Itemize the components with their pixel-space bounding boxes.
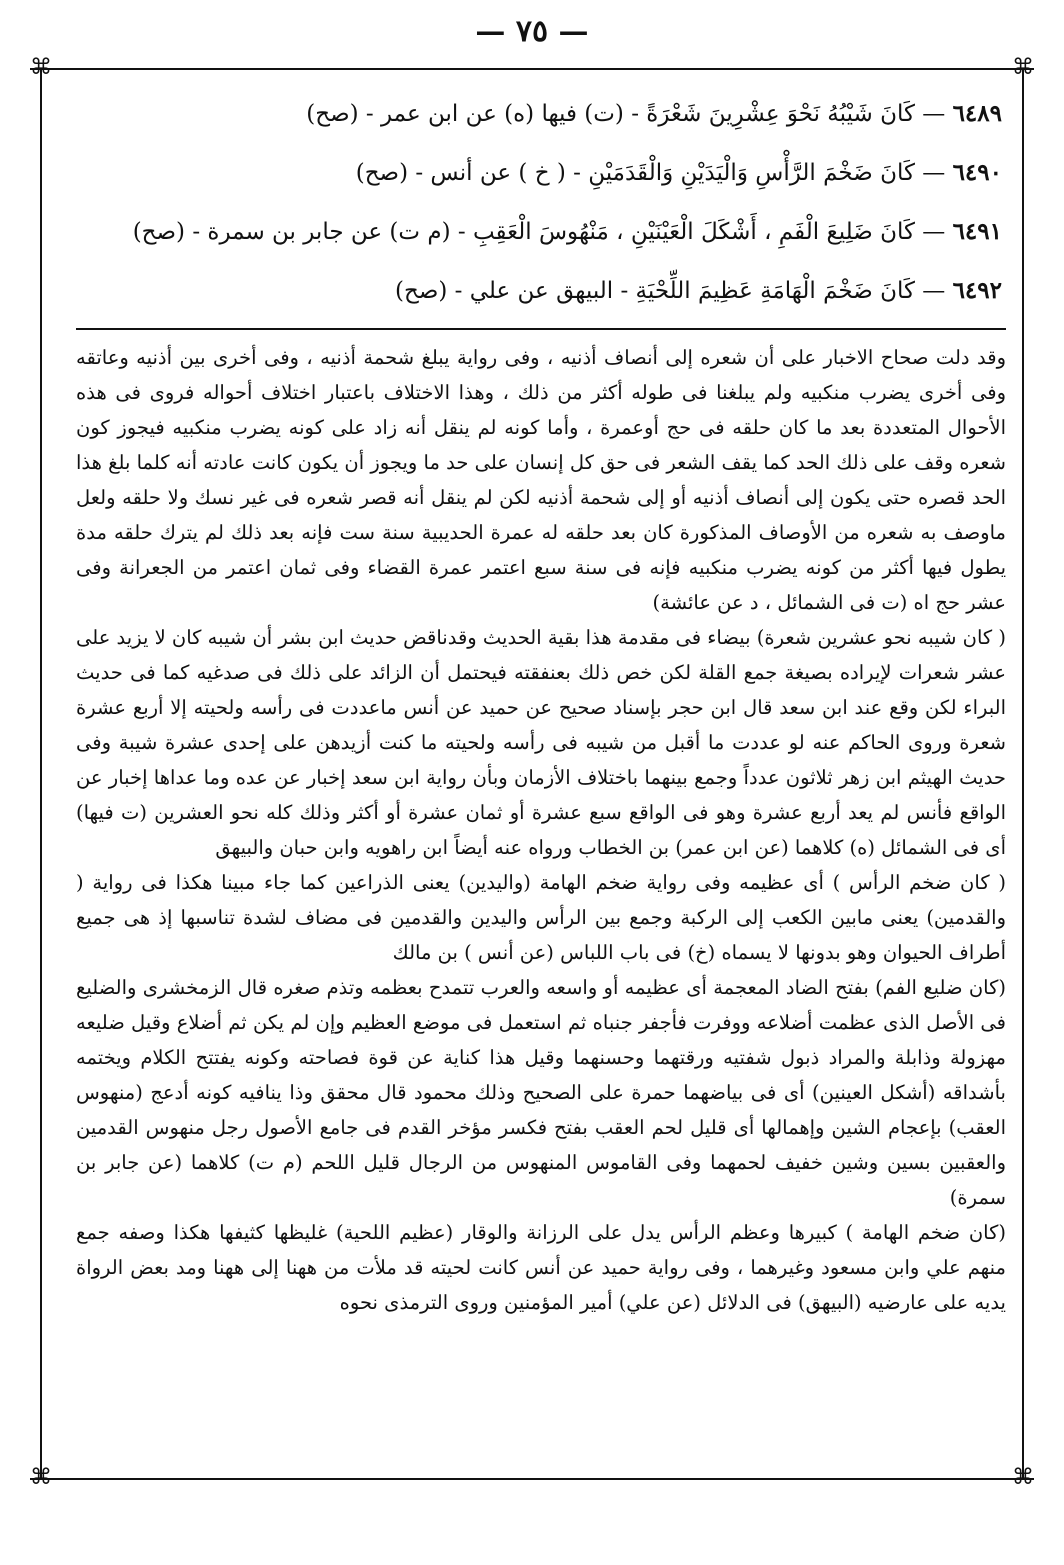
- hadith-number: ٦٤٨٩: [952, 100, 1002, 127]
- corner-ornament-icon: ⌘: [30, 1465, 52, 1490]
- hadith-entry: [76, 261, 1006, 320]
- corner-ornament-icon: ⌘: [1012, 55, 1034, 80]
- hadith-entry: [76, 143, 1006, 202]
- commentary-paragraph: وقد دلت صحاح الاخبار على أن شعره إلى أنصاف أذنيه ، وفى رواية يبلغ شحمة أذنيه ، وفى أخرى بين أذنيه وعاتقه وفى أخرى يضرب منكبيه ولم يبلغنا فى طوله أكثر من ذلك ، وهذا الاختلاف باعتبار اختلاف أحواله فروى فى هذه الأحوال المتعددة بعد ما كان حلقه فى حج أوعمرة ، وأما كونه لم ينقل أنه زاد على كونه يضرب منكبيه فيجوز كون شعره وقف على ذلك الحد كما يقف الشعر فى حق كل إنسان على حد ما ويجوز أن يكون كانت عادته أنه كلما بلغ هذا الحد قصره حتى يكون إلى أنصاف أذنيه أو إلى شحمة أذنيه لكن لم ينقل أنه قصر شعره فى غير نسك ولا حلقه ولعل ماوصف به شعره من الأوصاف المذكورة كان بعد حلقه له عمرة الحديبية سنة ست فإنه بعد ذلك لم يترك حلقه مدة يطول فيها أكثر من كونه يضرب منكبيه فإنه فى سنة سبع اعتمر عمرة القضاء وفى ثمان اعتمر من الجعرانة وفى عشر حج اه (ت فى الشمائل ، د عن عائشة): [76, 346, 1006, 614]
- hadith-number: ٦٤٩٢: [952, 277, 1002, 304]
- hadith-text: — كَانَ ضَلِيعَ الْفَمِ ، أَشْكَلَ الْعَيْنَيْنِ ، مَنْهُوسَ الْعَقِبِ - (م ت) عن جابر بن سمرة - (صح): [132, 219, 946, 245]
- frame-line-bottom: [30, 1478, 1034, 1480]
- hadith-entry: [76, 202, 1006, 261]
- corner-ornament-icon: ⌘: [1012, 1465, 1034, 1490]
- hadith-text: — كَانَ شَيْبُهُ نَحْوَ عِشْرِينَ شَعْرَةً - (ت) فيها (ه) عن ابن عمر - (صح): [306, 101, 946, 127]
- commentary-paragraph: (كان ضليع الفم) بفتح الضاد المعجمة أى عظيمه أو واسعه والعرب تتمدح بعظمه وتذم صغره قال الزمخشرى والضليع فى الأصل الذى عظمت أضلاعه ووفرت فأجفر جنباه ثم استعمل فى موضع العظيم وإن لم يكن ثم أضلاع وقيل ضليعه مهزولة وذابلة والمراد ذبول شفتيه ورقتهما وحسنهما وقيل هذا كناية عن قوة فصاحته وكونه يفتتح الكلام ويختمه بأشداقه (أشكل العينين) أى فى بياضهما حمرة على الصحيح وذلك محمود قال محقق وذا ينافيه كونه أدعج (منهوس العقب) بإعجام الشين وإهمالها أى قليل لحم العقب بفتح فكسر مؤخر القدم فى جامع الأصول رجل منهوس القدمين والعقبين بسين وشين خفيف لحمهما وفى القاموس المنهوس من الرجال قليل اللحم (م ت) كلاهما (عن جابر بن سمرة): [76, 976, 1006, 1209]
- commentary-paragraph: ( كان ضخم الرأس ) أى عظيمه وفى رواية ضخم الهامة (واليدين) يعنى الذراعين كما جاء مبينا هكذا فى رواية ( والقدمين) يعنى مابين الكعب إلى الركبة وجمع بين الرأس واليدين والقدمين فى مضاف لشدة تناسبها إذ هى جميع أطراف الحيوان وهو بدونها لا يسماه (خ) فى باب اللباس (عن أنس ) بن مالك: [76, 871, 1006, 964]
- hadith-list: [76, 84, 1006, 320]
- hadith-number: ٦٤٩١: [952, 218, 1002, 245]
- hadith-text: — كَانَ ضَخْمَ الرَّأْسِ وَالْيَدَيْنِ وَالْقَدَمَيْنِ - ( خ ) عن أنس - (صح): [355, 160, 946, 186]
- hadith-text: — كَانَ ضَخْمَ الْهَامَةِ عَظِيمَ اللِّحْيَةِ - البيهق عن علي - (صح): [395, 278, 946, 304]
- commentary-paragraph: (كان ضخم الهامة ) كبيرها وعظم الرأس يدل على الرزانة والوقار (عظيم اللحية) غليظها كثيفها هكذا وصفه جمع منهم علي وابن مسعود وغيرهما ، وفى رواية حميد عن أنس كانت لحيته قد ملأت من ههنا إلى ههنا ومد بعض الرواة يديه على عارضيه (البيهق) فى الدلائل (عن علي) أمير المؤمنين وروى الترمذى نحوه: [76, 1221, 1006, 1314]
- hadith-number: ٦٤٩٠: [952, 159, 1002, 186]
- section-divider: [76, 328, 1006, 330]
- commentary: [76, 340, 1006, 1320]
- corner-ornament-icon: ⌘: [30, 55, 52, 80]
- page-number: — ٧٥ —: [475, 14, 589, 49]
- frame-line-left: [40, 68, 42, 1480]
- hadith-entry: [76, 84, 1006, 143]
- page-content: [76, 84, 1006, 1320]
- frame-line-top: [30, 68, 1034, 70]
- commentary-paragraph: ( كان شيبه نحو عشرين شعرة) بيضاء فى مقدمة هذا بقية الحديث وقدناقض حديث ابن بشر أن شيبه كان لا يزيد على عشر شعرات لإيراده بصيغة جمع القلة لكن خص ذلك بعنفقته فيحتمل أن الزائد على ذلك فى صدغيه كما فى حديث البراء لكن وقع عند ابن سعد قال ابن حجر بإسناد صحيح عن حميد عن أنس ماعددت فى رأسه ولحيته إلا أربع عشرة شعرة وروى الحاكم عنه لو عددت ما أقبل من شيبه فى رأسه ولحيته ما كنت أزيدهن على إحدى عشرة شيبة وفى حديث الهيثم ابن زهر ثلاثون عدداً وجمع بينهما باختلاف الأزمان وبأن رواية ابن سعد إخبار عن عده وما عداها إخبار عن الواقع فأنس لم يعد أربع عشرة وهو فى الواقع سبع عشرة أو ثمان عشرة أو أكثر وذلك كله نحو العشرين (ت فيها) أى فى الشمائل (ه) كلاهما (عن ابن عمر) بن الخطاب ورواه عنه أيضاً ابن راهويه وابن حبان والبيهق: [76, 626, 1006, 859]
- frame-line-right: [1022, 68, 1024, 1480]
